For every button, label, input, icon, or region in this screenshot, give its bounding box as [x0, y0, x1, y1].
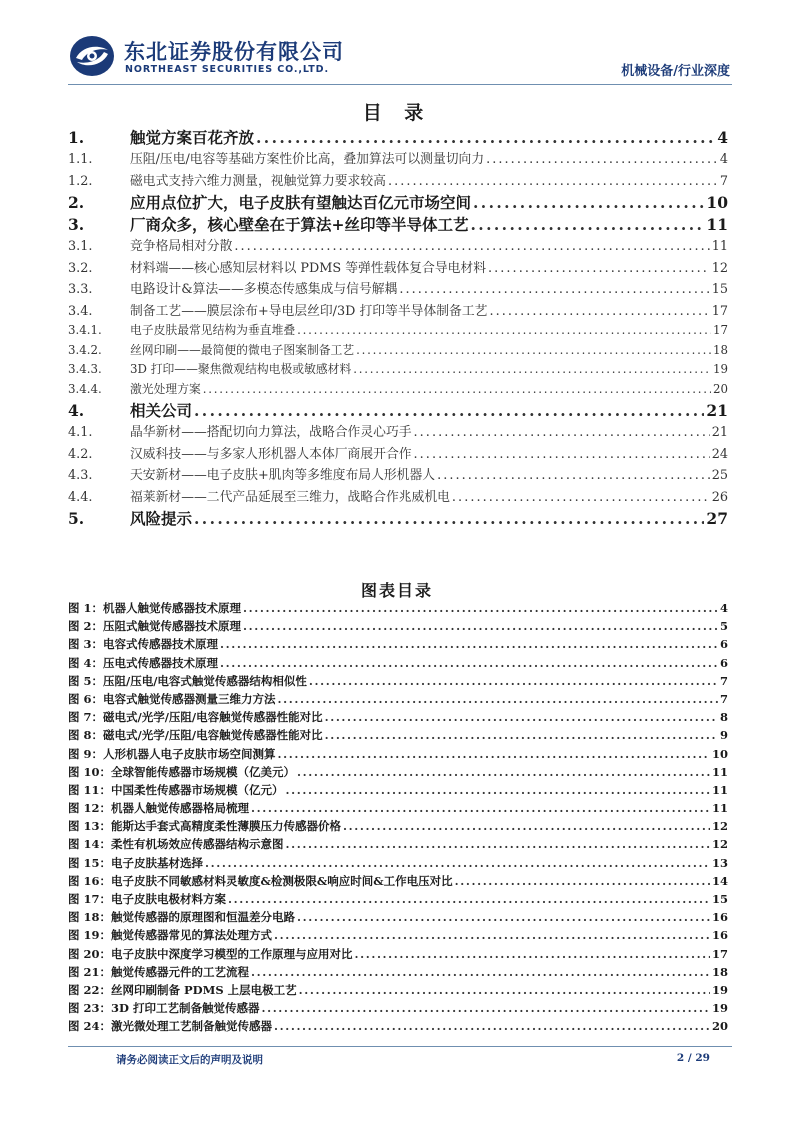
report-category: 机械设备/行业深度 — [621, 64, 730, 79]
northeast-securities-logo-icon — [68, 34, 118, 78]
dot-leader — [203, 382, 711, 396]
figure-entry-page: 19 — [711, 982, 728, 997]
dot-leader — [356, 343, 711, 357]
dot-leader — [278, 747, 710, 761]
figure-entry-label: 图 4：压电式传感器技术原理 — [68, 655, 219, 670]
figure-entry[interactable] — [68, 927, 728, 945]
figure-entry-label: 图 10：全球智能传感器市场规模（亿美元） — [68, 764, 296, 779]
toc-entry-number: 4.3. — [68, 468, 93, 483]
toc-entry-number: 1.1. — [68, 152, 93, 167]
dot-leader — [325, 728, 718, 742]
dot-leader — [325, 710, 718, 724]
toc-entry[interactable] — [68, 257, 728, 279]
toc-entry[interactable] — [68, 486, 728, 508]
figure-entry-page: 11 — [711, 782, 728, 797]
toc-entry-number: 4.1. — [68, 425, 93, 440]
figure-entry[interactable] — [68, 855, 728, 873]
figure-entry[interactable] — [68, 764, 728, 782]
figure-entry[interactable] — [68, 1018, 728, 1036]
figure-entry[interactable] — [68, 964, 728, 982]
toc-entry-title: 磁电式支持六维力测量，视触觉算力要求较高 — [130, 173, 386, 189]
figure-entry[interactable] — [68, 600, 728, 618]
toc-entry-page: 27 — [706, 509, 728, 528]
figure-entry-page: 7 — [719, 691, 728, 706]
figure-entry[interactable] — [68, 982, 728, 1000]
toc-entry-page: 11 — [711, 239, 728, 254]
figure-entry-page: 6 — [719, 637, 728, 652]
dot-leader — [243, 619, 718, 633]
toc-entry-number: 4.2. — [68, 446, 93, 462]
dot-leader — [297, 910, 710, 924]
dot-leader — [388, 174, 718, 189]
dot-leader — [414, 425, 710, 440]
figure-entry[interactable] — [68, 891, 728, 909]
figure-entry-label: 图 14：柔性有机场效应传感器结构示意图 — [68, 837, 284, 852]
toc-entry-page: 21 — [711, 425, 728, 440]
figure-entry[interactable] — [68, 909, 728, 927]
dot-leader — [455, 874, 710, 888]
dot-leader — [452, 490, 710, 505]
toc-entry-title: 相关公司 — [130, 401, 193, 420]
dot-leader — [194, 509, 704, 528]
toc-entry-page: 21 — [706, 401, 728, 420]
toc-entry-page: 17 — [712, 323, 728, 337]
dot-leader — [234, 239, 709, 254]
toc-title: 目 录 — [362, 102, 432, 124]
toc-entry-page: 25 — [711, 468, 728, 483]
toc-entry-page: 12 — [711, 260, 728, 276]
footer-divider — [68, 1046, 732, 1047]
toc-entry-number: 3.2. — [68, 260, 93, 276]
figure-entry-label: 图 22：丝网印刷制备 PDMS 上层电极工艺 — [68, 982, 297, 997]
figure-entry-label: 图 15：电子皮肤基材选择 — [68, 855, 204, 870]
figure-entry-page: 7 — [719, 673, 728, 688]
dot-leader — [286, 837, 710, 851]
dot-leader — [274, 1019, 710, 1033]
toc-entry-number: 3.4.3. — [68, 362, 102, 376]
figure-entry-page: 18 — [711, 964, 728, 979]
dot-leader — [251, 965, 710, 979]
toc-entry-number: 3.4.1. — [68, 323, 102, 337]
figure-entry-label: 图 9：人形机器人电子皮肤市场空间测算 — [68, 746, 276, 761]
toc-entry-page: 10 — [706, 193, 728, 212]
toc-entry-number: 4.4. — [68, 489, 93, 505]
toc-entry-number: 3.4.2. — [68, 342, 102, 357]
figure-entry[interactable] — [68, 709, 728, 727]
figure-entry[interactable] — [68, 946, 728, 964]
figure-entry-page: 15 — [711, 892, 728, 906]
figure-entry[interactable] — [68, 818, 728, 836]
toc-entry[interactable] — [68, 399, 728, 421]
figure-entry-page: 9 — [719, 728, 728, 743]
dot-leader — [489, 304, 709, 319]
figure-entry[interactable] — [68, 836, 728, 854]
figure-entry-label: 图 23：3D 打印工艺制备触觉传感器 — [68, 1001, 260, 1016]
figure-entry-label: 图 8：磁电式/光学/压阻/电容触觉传感器性能对比 — [68, 728, 323, 743]
dot-leader — [251, 801, 710, 815]
figure-entry-page: 16 — [711, 910, 728, 925]
toc-entry-title: 应用点位扩大，电子皮肤有望触达百亿元市场空间 — [130, 193, 472, 212]
figure-entry-page: 19 — [711, 1001, 728, 1016]
figure-entry-label: 图 16：电子皮肤不同敏感材料灵敏度&检测极限&响应时间&工作电压对比 — [68, 873, 453, 888]
toc-entry-title: 压阻/压电/电容等基础方案性价比高，叠加算法可以测量切向力 — [130, 152, 485, 167]
figure-entry-page: 16 — [711, 928, 728, 943]
figure-entry-label: 图 2：压阻式触觉传感器技术原理 — [68, 619, 242, 634]
dot-leader — [343, 819, 710, 833]
figure-list — [68, 600, 728, 1037]
dot-leader — [471, 215, 705, 234]
figure-entry[interactable] — [68, 618, 728, 636]
toc-entry[interactable] — [68, 126, 728, 148]
dot-leader — [297, 765, 710, 779]
figure-entry[interactable] — [68, 691, 728, 709]
figure-entry-label: 图 5：压阻/压电/电容式触觉传感器结构相似性 — [68, 673, 307, 688]
toc-entry-number: 1. — [68, 128, 85, 147]
toc-entry-title: 电子皮肤最常见结构为垂直堆叠 — [130, 323, 296, 337]
figure-entry-page: 14 — [711, 873, 728, 888]
figure-entry-page: 4 — [719, 601, 728, 615]
toc-entry-title: 福莱新材——二代产品延展至三维力，战略合作兆威机电 — [130, 489, 450, 505]
toc-entry-page: 17 — [711, 303, 728, 319]
figure-entry-label: 图 7：磁电式/光学/压阻/电容触觉传感器性能对比 — [68, 710, 323, 725]
dot-leader — [228, 892, 710, 906]
toc-entry-page: 18 — [712, 342, 728, 357]
toc-entry[interactable] — [68, 170, 728, 192]
figure-entry[interactable] — [68, 873, 728, 891]
figure-entry-label: 图 13：能斯达手套式高精度柔性薄膜压力传感器价格 — [68, 819, 342, 834]
toc-entry-title: 丝网印刷——最简便的微电子图案制备工艺 — [130, 342, 355, 357]
figure-entry[interactable] — [68, 800, 728, 818]
toc-entry-title: 晶华新材——搭配切向力算法，战略合作灵心巧手 — [130, 425, 412, 440]
figure-entry-page: 10 — [711, 746, 728, 761]
toc-entry-title: 厂商众多，核心壁垒在于算法+丝印等半导体工艺 — [130, 215, 469, 234]
toc-entry[interactable] — [68, 235, 728, 257]
toc-entry-title: 3D 打印——聚焦微观结构电极或敏感材料 — [130, 362, 352, 376]
dot-leader — [473, 193, 704, 212]
toc-entry-page: 26 — [711, 489, 728, 505]
figure-entry-page: 5 — [719, 619, 728, 634]
toc-entry-number: 3.3. — [68, 282, 93, 297]
toc-entry-page: 4 — [717, 128, 728, 147]
header-divider — [68, 84, 732, 85]
toc-entry[interactable] — [68, 191, 728, 213]
toc-entry[interactable] — [68, 507, 728, 529]
toc-entry-number: 3.4.4. — [68, 381, 102, 396]
toc-entry[interactable] — [68, 300, 728, 322]
toc-entry-title: 电路设计&算法——多模态传感集成与信号解耦 — [130, 282, 398, 297]
toc-entry[interactable] — [68, 380, 728, 400]
figure-entry-page: 12 — [711, 837, 728, 852]
figure-entry-label: 图 6：电容式触觉传感器测量三维力方法 — [68, 691, 276, 706]
toc-entry[interactable] — [68, 421, 728, 443]
figure-entry-page: 13 — [711, 855, 728, 870]
figure-entry-label: 图 21：触觉传感器元件的工艺流程 — [68, 964, 250, 979]
toc-entry[interactable] — [68, 464, 728, 486]
toc-entry-number: 4. — [68, 401, 85, 420]
toc-entry-number: 1.2. — [68, 173, 93, 189]
figure-entry-label: 图 24：激光微处理工艺制备触觉传感器 — [68, 1019, 273, 1034]
figure-entry-label: 图 1：机器人触觉传感器技术原理 — [68, 601, 242, 615]
dot-leader — [309, 674, 718, 688]
dot-leader — [414, 447, 710, 462]
toc-entry-number: 3. — [68, 215, 85, 234]
figure-entry-page: 17 — [711, 946, 728, 961]
toc-entry-title: 激光处理方案 — [130, 381, 201, 396]
toc-entry-title: 汉威科技——与多家人形机器人本体厂商展开合作 — [130, 446, 412, 462]
toc-entry-title: 风险提示 — [130, 509, 193, 528]
figure-entry-label: 图 3：电容式传感器技术原理 — [68, 637, 219, 652]
dot-leader — [243, 601, 718, 615]
toc-entry-number: 2. — [68, 193, 85, 212]
toc-entry-page: 24 — [711, 446, 728, 462]
dot-leader — [205, 856, 710, 870]
company-name-en: NORTHEAST SECURITIES CO.,LTD. — [125, 64, 329, 75]
dot-leader — [220, 656, 718, 670]
toc-entry[interactable] — [68, 278, 728, 300]
toc-entry-page: 4 — [719, 152, 728, 167]
dot-leader — [399, 282, 709, 297]
dot-leader — [256, 128, 715, 147]
toc-entry[interactable] — [68, 341, 728, 361]
figure-list-title: 图表目录 — [360, 581, 433, 600]
figure-entry-page: 12 — [711, 819, 728, 834]
figure-entry[interactable] — [68, 782, 728, 800]
dot-leader — [437, 468, 710, 483]
figure-entry-label: 图 12：机器人触觉传感器格局梳理 — [68, 801, 250, 816]
toc-entry-page: 15 — [711, 282, 728, 297]
toc-entry[interactable] — [68, 213, 728, 235]
footer-disclaimer: 请务必阅读正文后的声明及说明 — [116, 1054, 263, 1066]
figure-entry[interactable] — [68, 1000, 728, 1018]
dot-leader — [261, 1001, 710, 1015]
toc-entry-page: 7 — [719, 173, 728, 189]
figure-entry[interactable] — [68, 727, 728, 745]
figure-entry[interactable] — [68, 746, 728, 764]
toc-entry[interactable] — [68, 443, 728, 465]
toc-entry-number: 3.4. — [68, 303, 93, 319]
dot-leader — [355, 947, 710, 961]
figure-entry[interactable] — [68, 636, 728, 654]
dot-leader — [488, 261, 710, 276]
figure-entry-page: 20 — [711, 1019, 728, 1034]
toc-entry-number: 3.1. — [68, 239, 93, 254]
toc-entry-page: 11 — [706, 215, 728, 234]
page-indicator: 2 / 29 — [676, 1052, 710, 1064]
figure-entry-page: 11 — [711, 764, 728, 779]
toc-entry-page: 20 — [712, 381, 728, 396]
dot-leader — [486, 152, 718, 167]
toc-entry-page: 19 — [712, 362, 728, 376]
dot-leader — [299, 983, 710, 997]
toc-entry-number: 5. — [68, 509, 85, 528]
figure-entry-page: 11 — [711, 801, 728, 816]
page-header — [68, 34, 732, 84]
toc-entry[interactable] — [68, 321, 728, 341]
toc-entry-title: 竞争格局相对分散 — [130, 239, 233, 254]
dot-leader — [286, 783, 710, 797]
toc-entry[interactable] — [68, 360, 728, 380]
figure-entry-page: 6 — [719, 655, 728, 670]
dot-leader — [278, 692, 718, 706]
figure-entry-label: 图 19：触觉传感器常见的算法处理方式 — [68, 928, 273, 943]
figure-entry-label: 图 17：电子皮肤电极材料方案 — [68, 892, 227, 906]
toc-entry-title: 材料端——核心感知层材料以 PDMS 等弹性载体复合导电材料 — [130, 260, 487, 276]
dot-leader — [220, 637, 718, 651]
figure-entry[interactable] — [68, 673, 728, 691]
table-of-contents — [68, 126, 728, 529]
dot-leader — [297, 323, 711, 337]
toc-entry-title: 天安新材——电子皮肤+肌肉等多维度布局人形机器人 — [130, 468, 436, 483]
toc-entry[interactable] — [68, 148, 728, 170]
toc-entry-title: 触觉方案百花齐放 — [130, 128, 255, 147]
dot-leader — [194, 401, 704, 420]
dot-leader — [274, 928, 710, 942]
dot-leader — [353, 362, 711, 376]
figure-entry-page: 8 — [719, 710, 728, 725]
figure-entry-label: 图 18：触觉传感器的原理图和恒温差分电路 — [68, 910, 296, 925]
company-name-cn: 东北证券股份有限公司 — [124, 40, 344, 64]
figure-entry-label: 图 20：电子皮肤中深度学习模型的工作原理与应用对比 — [68, 946, 353, 961]
figure-entry-label: 图 11：中国柔性传感器市场规模（亿元） — [68, 782, 284, 797]
toc-entry-title: 制备工艺——膜层涂布+导电层丝印/3D 打印等半导体制备工艺 — [130, 303, 488, 319]
figure-entry[interactable] — [68, 655, 728, 673]
